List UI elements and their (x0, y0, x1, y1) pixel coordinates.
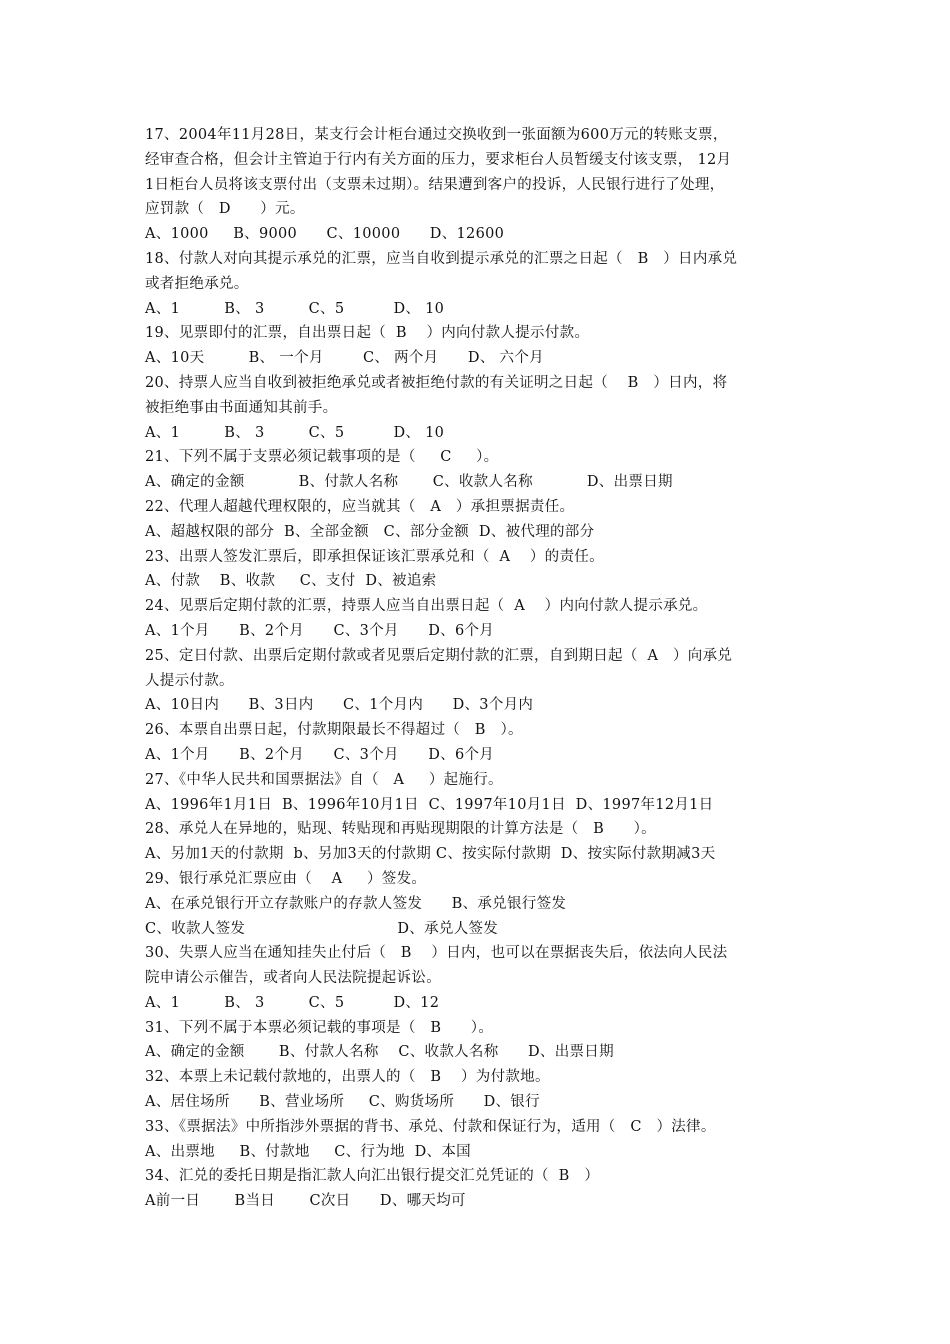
text-line: A、1 B、 3 C、5 D、 10 (145, 424, 445, 441)
text-line: A、确定的金额 B、付款人名称 C、收款人名称 D、出票日期 (145, 1044, 614, 1061)
text-line: A、1 B、 3 C、5 D、12 (145, 994, 440, 1011)
text-line: A、付款 B、收款 C、支付 D、被追索 (145, 573, 437, 590)
text-line: 18、付款人对向其提示承兑的汇票，应当自收到提示承兑的汇票之日起（ B ）日内承兑 (145, 250, 738, 267)
text-line: A、另加1天的付款期 b、另加3天的付款期 C、按实际付款期 D、按实际付款期减3天 (145, 846, 716, 863)
text-line: 23、出票人签发汇票后，即承担保证该汇票承兑和（ A ）的责任。 (145, 548, 604, 565)
text-line: 经审查合格，但会计主管迫于行内有关方面的压力，要求柜台人员暂缓支付该支票， 12月 (145, 151, 732, 168)
text-line: 被拒绝事由书面通知其前手。 (145, 399, 338, 416)
text-line: 26、本票自出票日起，付款期限最长不得超过（ B ）。 (145, 722, 523, 739)
text-line: C、收款人签发 D、承兑人签发 (145, 920, 499, 937)
text-line: 31、下列不属于本票必须记载的事项是（ B ）。 (145, 1019, 494, 1036)
text-line: A、超越权限的部分 B、全部金额 C、部分金额 D、被代理的部分 (145, 523, 595, 540)
text-line: 28、承兑人在异地的，贴现、转贴现和再贴现期限的计算方法是（ B ）。 (145, 821, 656, 838)
text-line: 19、见票即付的汇票，自出票日起（ B ）内向付款人提示付款。 (145, 325, 590, 342)
text-line: 30、失票人应当在通知挂失止付后（ B ）日内，也可以在票据丧失后，依法向人民法 (145, 945, 728, 962)
text-line: A、出票地 B、付款地 C、行为地 D、本国 (145, 1143, 471, 1160)
text-line: A、1个月 B、2个月 C、3个月 D、6个月 (145, 622, 495, 639)
text-line: 34、汇兑的委托日期是指汇款人向汇出银行提交汇兑凭证的（ B ） (145, 1168, 600, 1185)
text-line: 20、持票人应当自收到被拒绝承兑或者被拒绝付款的有关证明之日起（ B ）日内，将 (145, 374, 728, 391)
text-line: A、居住场所 B、营业场所 C、购货场所 D、银行 (145, 1094, 540, 1111)
text-line: A、1 B、 3 C、5 D、 10 (145, 300, 445, 317)
text-line: A、10日内 B、3日内 C、1个月内 D、3个月内 (145, 697, 534, 714)
text-line: A、确定的金额 B、付款人名称 C、收款人名称 D、出票日期 (145, 474, 673, 491)
text-line: 24、见票后定期付款的汇票，持票人应当自出票日起（ A ）内向付款人提示承兑。 (145, 598, 708, 615)
text-line: 27、《中华人民共和国票据法》自（ A ）起施行。 (145, 771, 503, 788)
text-line: 1日柜台人员将该支票付出（支票未过期）。结果遭到客户的投诉，人民银行进行了处理， (145, 176, 725, 193)
text-line: 33、《票据法》中所指涉外票据的背书、承兑、付款和保证行为，适用（ C ）法律。 (145, 1118, 716, 1135)
text-line: 17、2004年11月28日，某支行会计柜台通过交换收到一张面额为600万元的转账支票， (145, 127, 728, 143)
text-line: 或者拒绝承兑。 (145, 275, 249, 292)
text-line: 应罚款（ D ）元。 (145, 201, 305, 218)
text-line: 29、银行承兑汇票应由（ A ）签发。 (145, 870, 427, 887)
text-line: 22、代理人超越代理权限的，应当就其（ A ）承担票据责任。 (145, 498, 575, 515)
text-line: A前一日 B当日 C次日 D、哪天均可 (145, 1193, 466, 1210)
text-line: 25、定日付款、出票后定期付款或者见票后定期付款的汇票，自到期日起（ A ）向承兑 (145, 647, 733, 664)
text-line: 院申请公示催告，或者向人民法院提起诉讼。 (145, 970, 441, 987)
text-line: A、1996年1月1日 B、1996年10月1日 C、1997年10月1日 D、1997年12月1日 (145, 796, 714, 813)
text-line: A、在承兑银行开立存款账户的存款人签发 B、承兑银行签发 (145, 895, 567, 912)
text-line: 21、下列不属于支票必须记载事项的是（ C ）。 (145, 449, 499, 466)
text-line: A、10天 B、 一个月 C、 两个月 D、 六个月 (145, 350, 544, 367)
document-body (145, 123, 825, 1214)
text-line: 人提示付款。 (145, 672, 234, 689)
text-line: 32、本票上未记载付款地的，出票人的（ B ）为付款地。 (145, 1069, 550, 1086)
text-line: A、1个月 B、2个月 C、3个月 D、6个月 (145, 746, 495, 763)
text-line: A、1000 B、9000 C、10000 D、12600 (145, 226, 505, 243)
